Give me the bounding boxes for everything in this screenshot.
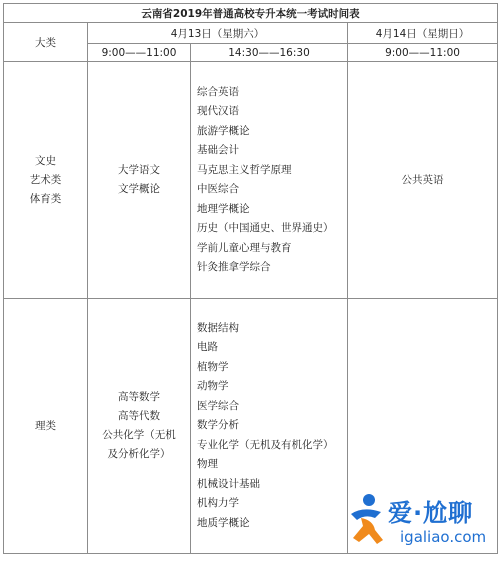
subject: 高等代数 (118, 410, 160, 422)
subject: 综合英语 (197, 85, 239, 98)
subject: 马克思主义哲学原理 (197, 163, 292, 176)
day1-header: 4月13日（星期六） (88, 23, 348, 44)
subject: 历史（中国通史、世界通史） (197, 222, 334, 234)
subject: 物理 (197, 458, 218, 471)
category-line: 理类 (35, 419, 56, 432)
exam-schedule-table (3, 3, 498, 554)
day2-header: 4月14日（星期日） (348, 23, 498, 44)
subject: 数学分析 (197, 419, 239, 432)
watermark-domain: igaliao.com (400, 528, 487, 546)
table-title: 云南省2019年普通高校专升本统一考试时间表 (4, 4, 498, 23)
day2-morning-subjects (348, 62, 498, 299)
subject: 中医综合 (197, 183, 239, 195)
time-slot-day1-morning: 9:00——11:00 (88, 44, 191, 62)
time-slot-day2-morning: 9:00——11:00 (348, 44, 498, 62)
subject: 针灸推拿学综合 (197, 261, 271, 273)
category-line: 文史 (35, 154, 56, 167)
subject: 地理学概论 (197, 202, 250, 215)
subject: 文学概论 (118, 183, 160, 195)
subject: 动物学 (197, 380, 229, 393)
subject: 机构力学 (197, 497, 239, 510)
subject: 医学综合 (197, 399, 239, 412)
subject: 公共英语 (401, 173, 444, 186)
watermark-chinese: 爱·尬聊 (388, 499, 474, 527)
category-cell (4, 299, 88, 554)
subject: 及分析化学） (107, 448, 171, 460)
day1-morning-subjects (88, 299, 191, 554)
time-slot-day1-afternoon: 14:30——16:30 (191, 44, 348, 62)
subject: 植物学 (197, 360, 229, 373)
subject: 基础会计 (197, 144, 239, 156)
subject: 专业化学（无机及有机化学） (197, 438, 334, 451)
table-row (4, 62, 498, 299)
category-line: 艺术类 (29, 173, 62, 186)
category-line: 体育类 (29, 192, 62, 205)
subject: 电路 (197, 341, 218, 354)
subject: 旅游学概论 (197, 124, 250, 137)
subject: 大学语文 (118, 164, 160, 176)
subject: 机械设计基础 (197, 477, 260, 490)
category-cell (4, 62, 88, 299)
site-watermark (345, 488, 495, 558)
day1-afternoon-subjects (191, 299, 348, 554)
subject: 高等数学 (118, 391, 160, 403)
subject: 现代汉语 (197, 105, 239, 117)
category-header: 大类 (4, 23, 88, 62)
subject: 学前儿童心理与教育 (197, 241, 292, 254)
running-figure-logo-icon (345, 492, 389, 552)
day1-morning-subjects (88, 62, 191, 299)
subject: 数据结构 (197, 321, 239, 334)
subject: 地质学概论 (197, 516, 250, 529)
day1-afternoon-subjects (191, 62, 348, 299)
subject: 公共化学（无机 (102, 429, 176, 441)
